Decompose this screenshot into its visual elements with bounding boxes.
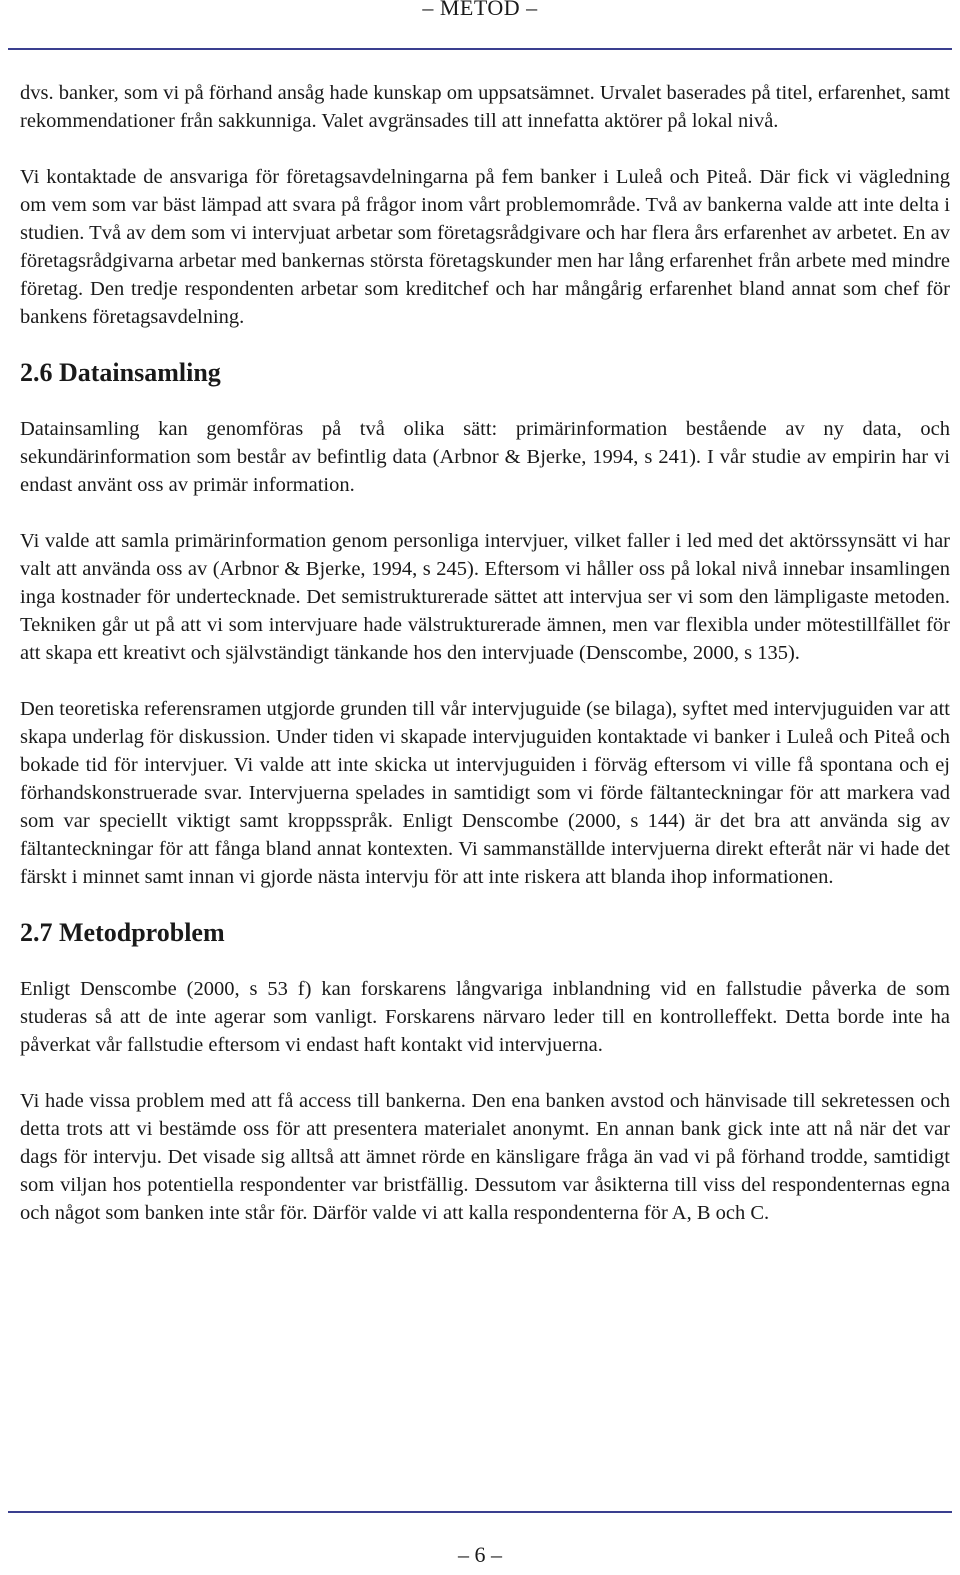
paragraph-researcher-effect: Enligt Denscombe (2000, s 53 f) kan forskarens långvariga inblandning vid en fallstudie påverka de som studeras så att de inte agerar som vanligt. Forskarens närvaro leder till en kontrolleffekt. Detta borde inte ha påverkat vår fallstudie eftersom vi endast haft kontakt vid intervjuerna. [20,978,950,1056]
page-body [20,79,950,1227]
paragraph-access-problems: Vi hade vissa problem med att få access till bankerna. Den ena banken avstod och hänvisade till sekretessen och detta trots att vi bestämde oss för att presentera materialet anonymt. En annan bank gick inte att nå när det var dags för intervju. Det visade sig alltså att ämnet rörde en känsligare fråga än vad vi på förhand trodde, samtidigt som viljan hos potentiella respondenter var bristfällig. Dessutom var åsikterna till viss del respondenternas egna och något som banken inte står för. Därför valde vi att kalla respondenterna för A, B och C. [20,1090,950,1224]
paragraph-respondents: Vi kontaktade de ansvariga för företagsavdelningarna på fem banker i Luleå och Piteå. Där fick vi vägledning om vem som var bäst lämpad att svara på frågor inom vårt problemområde. Två av bankerna valde att inte delta i studien. Två av dem som vi intervjuat arbetar som företagsrådgivare och har flera års erfarenhet av arbetet. En av företagsrådgivarna arbetar med bankernas största företagskunder men har lång erfarenhet från arbete med mindre företag. Den tredje respondenten arbetar som kreditchef och har mångårig erfarenhet bland annat som chef för bankens företagsavdelning. [20,166,950,328]
section-heading-datainsamling: 2.6 Datainsamling [20,358,221,387]
section-heading-metodproblem: 2.7 Metodproblem [20,918,225,947]
paragraph-data-types: Datainsamling kan genomföras på två olika sätt: primärinformation bestående av ny data, och sekundärinformation som består av befintlig data (Arbnor & Bjerke, 1994, s 241). I vår studie av empirin har vi endast använt oss av primär information. [20,418,950,496]
paragraph-sample-continuation: dvs. banker, som vi på förhand ansåg hade kunskap om uppsatsämnet. Urvalet baserades på titel, erfarenhet, samt rekommendationer från sakkunniga. Valet avgränsades till att innefatta aktörer på lokal nivå. [20,82,950,132]
paragraph-interview-method: Vi valde att samla primärinformation genom personliga intervjuer, vilket faller i led med det aktörssynsätt vi har valt att använda oss av (Arbnor & Bjerke, 1994, s 245). Eftersom vi håller oss på lokal nivå innebar insamlingen inga kostnader för undertecknade. Det semistrukturerade sättet att intervjua ser vi som den lämpligaste metoden. Tekniken går ut på att vi som intervjuare hade välstrukturerade ämnen, men var flexibla under mötestillfället för att skapa ett kreativt och självständigt tänkande hos den intervjuade (Denscombe, 2000, s 135). [20,530,950,664]
paragraph-interview-guide: Den teoretiska referensramen utgjorde grunden till vår intervjuguide (se bilaga), syftet med intervjuguiden var att skapa underlag för diskussion. Under tiden vi skapade intervjuguiden kontaktade vi banker i Luleå och Piteå och bokade tid för intervjuer. Vi valde att inte skicka ut intervjuguiden i förväg eftersom vi ville få spontana och ej förhandskonstruerade svar. Intervjuerna spelades in samtidigt som vi förde fältanteckningar för att markera vad som var speciellt viktigt samt kroppsspråk. Enligt Denscombe (2000, s 144) är det bra att använda sig av fältanteckningar för att fånga bland annat kontexten. Vi sammanställde intervjuerna direkt efteråt när vi hade det färskt i minnet samt innan vi gjorde nästa intervju för att inte riskera att blanda ihop informationen. [20,698,950,888]
page-number: – 6 – [458,1542,502,1567]
footer-rule [8,1511,952,1513]
header-rule [8,48,952,50]
running-header: – METOD – [422,0,538,20]
